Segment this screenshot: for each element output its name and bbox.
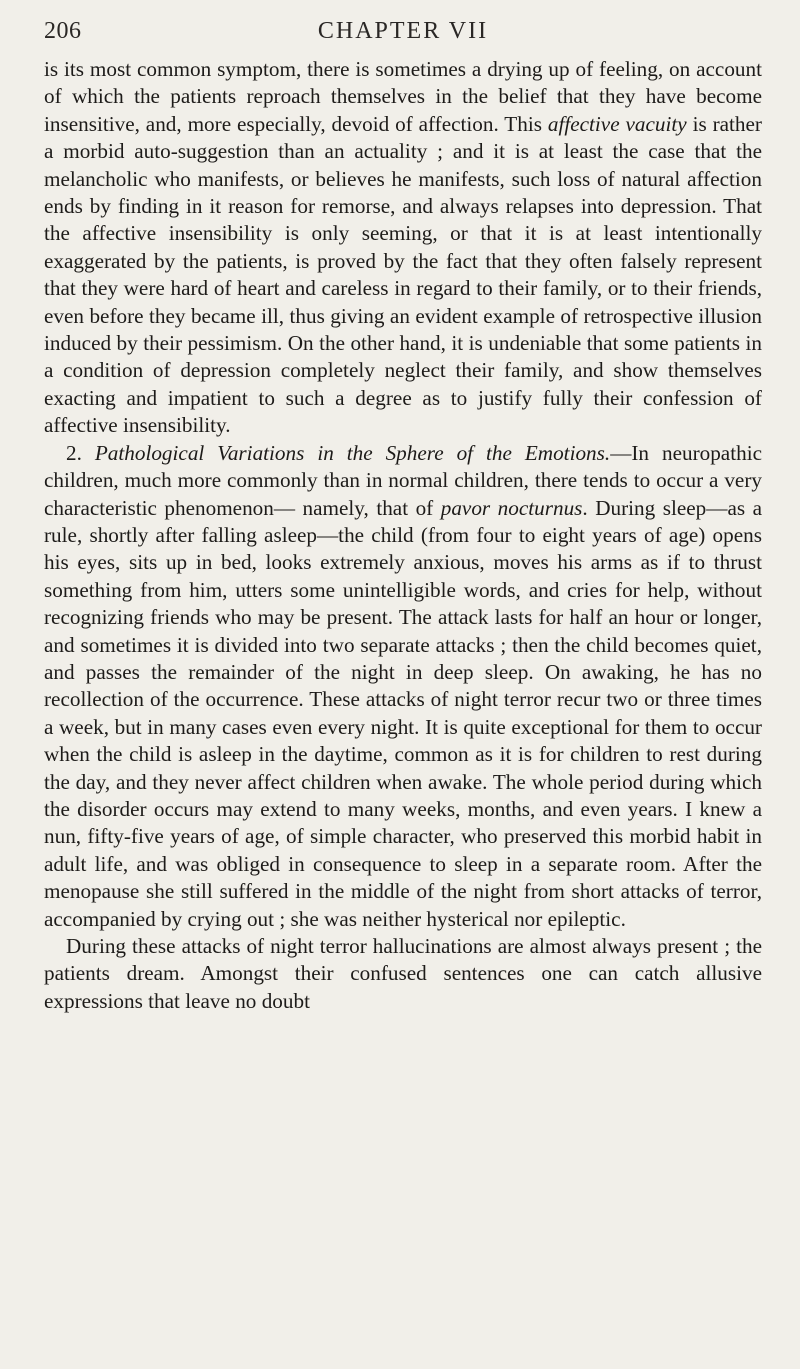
chapter-title: CHAPTER VII [317, 18, 489, 44]
page-number: 206 [44, 18, 82, 44]
text-segment: —In neuropathic children, much more commonly than in normal children, there tends to occur a very characteristic phenomenon— namely, that of [44, 440, 762, 520]
body-text [44, 56, 762, 1015]
paragraph-hallucinations [44, 933, 762, 1015]
paragraph-affective-vacuity [44, 56, 762, 440]
text-segment: . During sleep—as a rule, shortly after falling asleep—the child (from four to eight years of age) opens his eyes, sits up in bed, looks extremely anxious, moves his arms as if to thrust something from him, utters some unintelligible words, and cries for help, without recognizing friends who may be present. The attack lasts for half an hour or longer, and sometimes it is divided into two separate attacks ; then the child becomes quiet, and passes the remainder of the night in deep sleep. On awaking, he has no recollection of the occurrence. These attacks of night terror recur two or three times a week, but in many cases even every night. It is quite exceptional for them to occur when the child is asleep in the daytime, common as it is for children to rest during the day, and they never affect children when awake. The whole period during which the disorder occurs may extend to many weeks, months, and even years. I knew a nun, fifty-five years of age, of simple character, who preserved this morbid habit in adult life, and was obliged in consequence to sleep in a separate room. After the menopause she still suffered in the middle of the night from short attacks of terror, accompanied by crying out ; she was neither hysterical nor epileptic. [44, 495, 762, 931]
paragraph-pathological-variations [44, 440, 762, 933]
section-number: 2. [66, 440, 95, 465]
text-segment: During these attacks of night terror hallucinations are almost always present ; the patients dream. Amongst their confused sentences one can catch allusive expressions that leave no doubt [44, 934, 762, 1013]
italic-term-pavor-nocturnus: pavor nocturnus [440, 495, 583, 520]
text-segment: is its most common symptom, there is sometimes a drying up of feeling, on account of which the patients reproach themselves in the belief that they have become insensitive, and, more especially, devoid of affection. This [44, 57, 762, 136]
section-heading: Pathological Variations in the Sphere of the Emotions. [94, 440, 611, 465]
running-head [44, 16, 762, 50]
text-segment: is rather a morbid auto-suggestion than an actuality ; and it is at least the case that the melancholic who manifests, or believes he manifests, such loss of natural affection ends by finding in it reason for remorse, and always relapses into depression. That the affective insensibility is only seeming, or that it is at least intentionally exaggerated by the patients, is proved by the fact that they often falsely represent that they were hard of heart and careless in regard to their family, or to their friends, even before they became ill, thus giving an evident example of retrospective illusion induced by their pessimism. On the other hand, it is undeniable that some patients in a condition of depression completely neglect their family, and show themselves exacting and impatient to such a degree as to justify fully their confession of affective insensibility. [44, 111, 762, 438]
italic-term-affective-vacuity: affective vacuity [547, 111, 687, 136]
